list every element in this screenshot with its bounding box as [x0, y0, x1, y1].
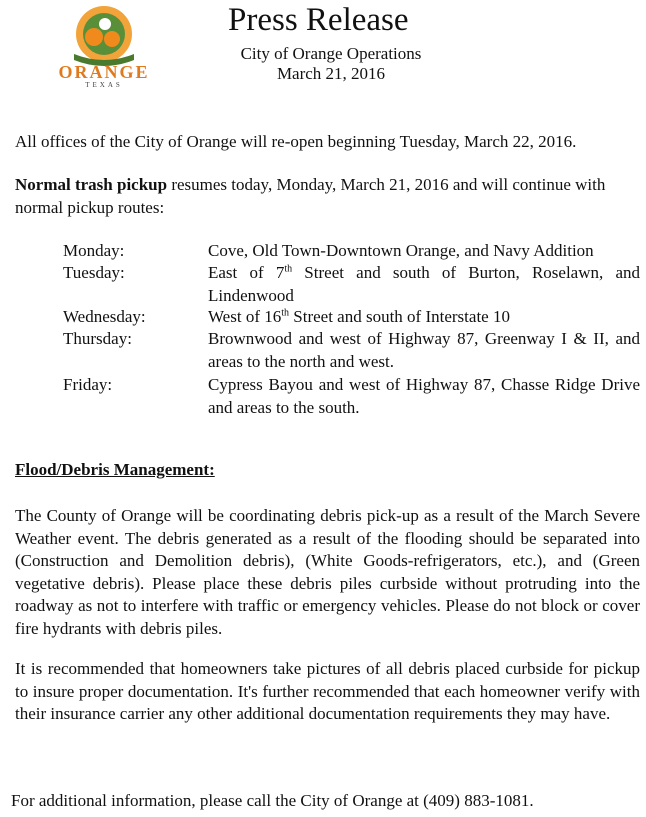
logo-subtext: TEXAS — [85, 81, 123, 89]
logo-blossom — [99, 18, 111, 30]
header-subtitle-block — [200, 44, 462, 84]
schedule-day: Friday: — [63, 375, 113, 394]
page-title: Press Release — [228, 2, 409, 38]
intro-paragraph: All offices of the City of Orange will re-open beginning Tuesday, March 22, 2016. — [15, 132, 577, 151]
documentation-paragraph: It is recommended that homeowners take pictures of all debris placed curbside for pickup to insure proper documentation. It's further recommended that each homeowner verify with their insurance carrier any other additional documentation requirements they may have. — [15, 659, 640, 723]
logo-orange-fruit — [85, 28, 103, 46]
route-text: Street and south of Interstate 10 — [289, 307, 510, 326]
trash-paragraph — [15, 174, 640, 219]
route-text: East of 7 — [208, 263, 285, 282]
logo-wordmark: ORANGE — [58, 62, 150, 82]
header-subtitle: City of Orange Operations — [240, 44, 422, 63]
schedule-route: Cypress Bayou and west of Highway 87, Chasse Ridge Drive and areas to the south. — [208, 375, 640, 417]
header-date: March 21, 2016 — [276, 64, 386, 83]
schedule-route: Cove, Old Town-Downtown Orange, and Navy Addition — [208, 241, 594, 260]
ordinal-suffix: th — [281, 307, 290, 319]
schedule-day: Tuesday: — [63, 263, 125, 282]
route-text: West of 16 — [208, 307, 282, 326]
schedule-route — [208, 262, 640, 307]
contact-footer: For additional information, please call the City of Orange at (409) 883-1081. — [11, 791, 534, 810]
trash-heading: Normal trash pickup — [15, 175, 168, 194]
schedule-route: Brownwood and west of Highway 87, Greenway I & II, and areas to the north and west. — [208, 329, 640, 371]
schedule-day: Thursday: — [63, 329, 132, 348]
schedule-day: Wednesday: — [63, 307, 146, 326]
route-text: Street and south of Burton, Roselawn, and Lindenwood — [208, 263, 640, 305]
schedule-day: Monday: — [63, 241, 125, 260]
debris-paragraph: The County of Orange will be coordinating debris pick-up as a result of the March Severe Weather event. The debris generated as a result of the flooding should be separated into (Construction and Demolition debris), (White Goods-refrigerators, etc.), and (Green vegetative debris). Please place these debris piles curbside without protruding into the roadway as not to interfere with traffic or emergency vehicles. Please do not block or cover fire hydrants with debris piles. — [15, 506, 640, 638]
trash-text: resumes today, Monday, March 21, 2016 and will continue with normal pickup routes: — [15, 175, 606, 217]
logo-orange-fruit — [104, 31, 120, 47]
ordinal-suffix: th — [284, 263, 293, 275]
section-heading: Flood/Debris Management: — [15, 460, 215, 479]
schedule-route — [208, 306, 640, 329]
